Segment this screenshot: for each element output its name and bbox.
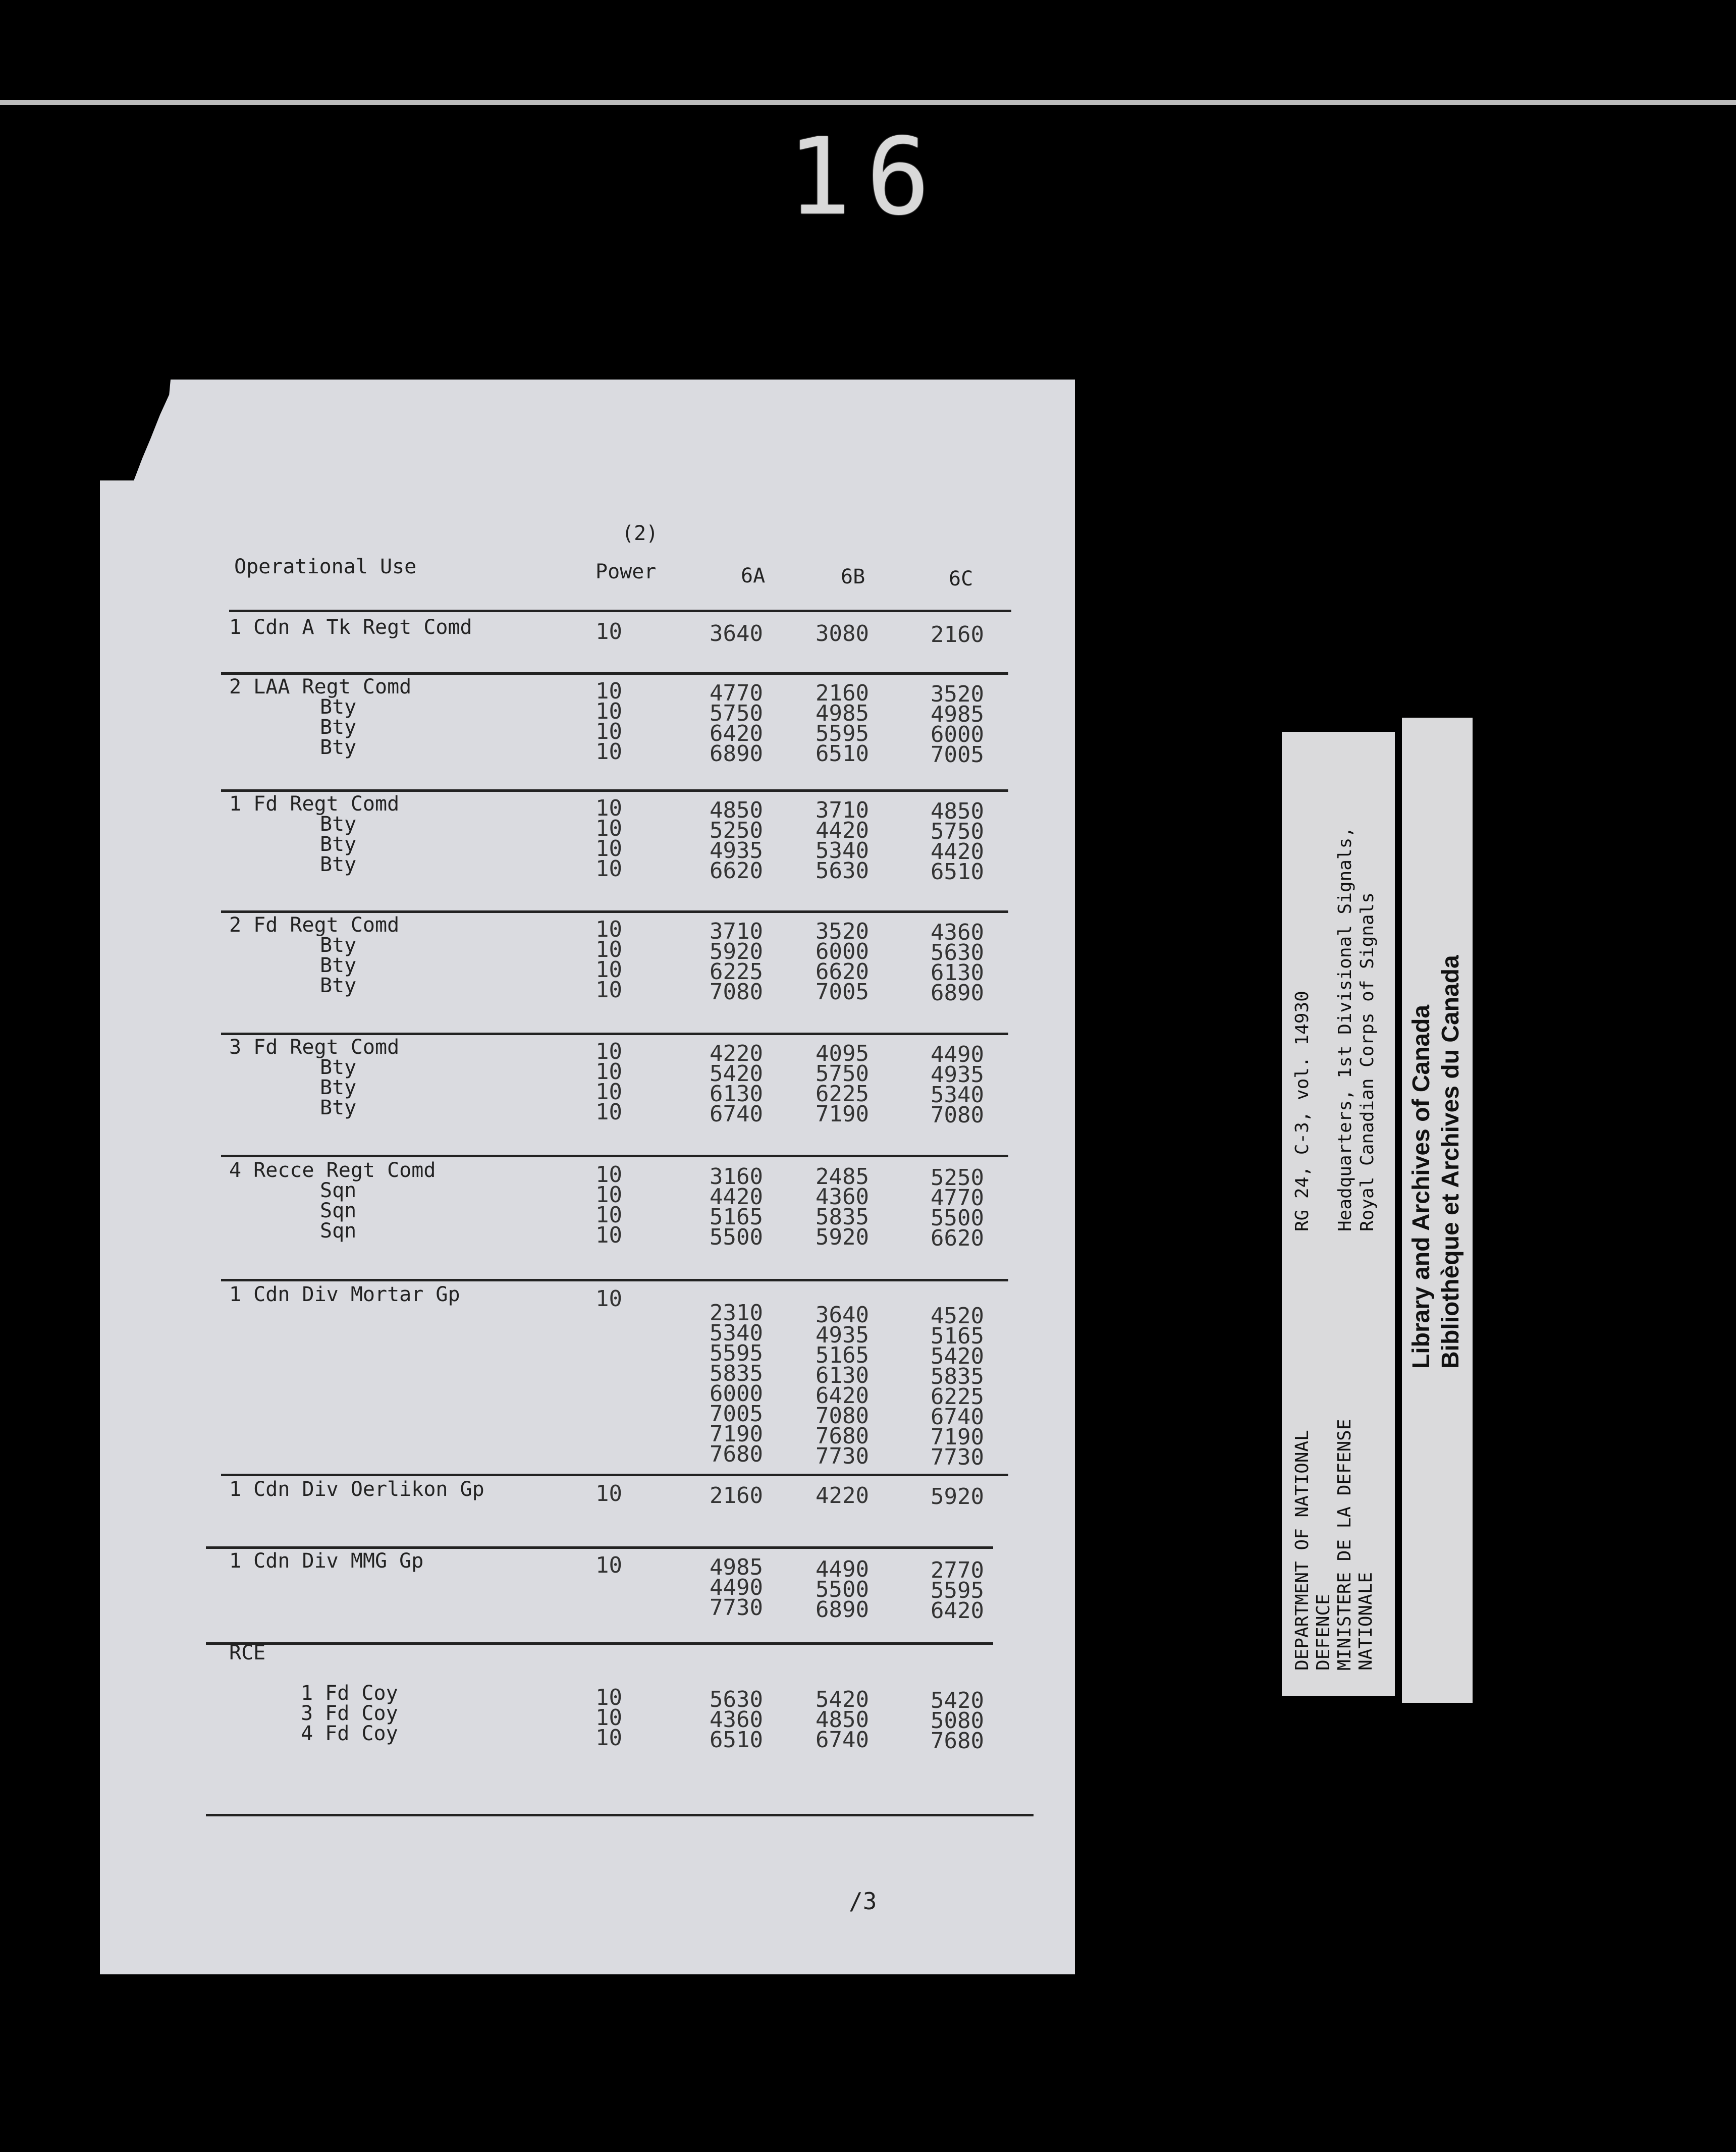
value-6c: 6890	[931, 980, 984, 1006]
value-6a: 3640	[710, 621, 763, 647]
value-6b: 4420	[816, 818, 869, 843]
value-6c: 4935	[931, 1062, 984, 1088]
group-label: 2 Fd Regt Comd	[229, 913, 400, 937]
power-value: 10	[595, 1182, 622, 1208]
value-6a: 6420	[710, 721, 763, 746]
value-6c: 5420	[931, 1688, 984, 1713]
value-6c: 5835	[931, 1364, 984, 1389]
power-value: 10	[595, 957, 622, 983]
row-name: 1 Fd Coy	[301, 1682, 398, 1705]
next-page-number: /3	[849, 1888, 877, 1915]
value-6c: 7680	[931, 1728, 984, 1754]
value-6a: 3710	[710, 919, 763, 944]
label-description: Headquarters, 1st Divisional Signals, Royal Canadian Corps of Signals	[1335, 827, 1378, 1231]
row-name: Bty	[320, 716, 357, 739]
group-label: RCE	[229, 1641, 266, 1664]
value-6b: 5750	[816, 1061, 869, 1087]
row-name: Bty	[320, 736, 357, 759]
value-6c: 4490	[931, 1042, 984, 1067]
value-6b: 5920	[816, 1224, 869, 1250]
value-6c: 6420	[931, 1598, 984, 1624]
header-operational-use: Operational Use	[234, 555, 417, 578]
power-value: 10	[595, 977, 622, 1003]
value-6a: 4985	[710, 1554, 763, 1580]
power-value: 10	[595, 1059, 622, 1085]
value-6c: 2160	[931, 622, 984, 648]
value-6a: 5920	[710, 939, 763, 964]
value-6b: 4095	[816, 1041, 869, 1066]
value-6b: 7005	[816, 979, 869, 1005]
value-6c: 6620	[931, 1225, 984, 1251]
value-6a: 4850	[710, 797, 763, 823]
value-6b: 6225	[816, 1081, 869, 1107]
page-marker: (2)	[622, 522, 659, 545]
value-6a: 4490	[710, 1575, 763, 1600]
group-rule	[221, 1279, 1008, 1281]
value-6a: 5595	[710, 1340, 763, 1366]
power-value: 10	[595, 1286, 622, 1312]
value-6b: 5165	[816, 1342, 869, 1368]
value-6c: 4360	[931, 920, 984, 945]
power-value: 10	[595, 1481, 622, 1507]
value-6a: 6890	[710, 741, 763, 767]
power-value: 10	[595, 1079, 622, 1105]
power-value: 10	[595, 678, 622, 704]
value-6b: 6000	[816, 939, 869, 964]
value-6a: 4935	[710, 838, 763, 864]
row-name: Sqn	[320, 1219, 357, 1243]
value-6c: 4520	[931, 1303, 984, 1329]
value-6b: 3710	[816, 797, 869, 823]
power-value: 10	[595, 1222, 622, 1248]
value-6b: 7080	[816, 1403, 869, 1429]
row-name: Bty	[320, 1076, 357, 1099]
film-top-edge	[0, 100, 1736, 105]
label-department: DEPARTMENT OF NATIONAL DEFENCE MINISTERE DE LA DEFENSE NATIONALE	[1292, 1419, 1376, 1671]
power-value: 10	[595, 917, 622, 942]
value-6b: 5835	[816, 1204, 869, 1230]
group-label: 1 Cdn Div MMG Gp	[229, 1549, 424, 1573]
value-6c: 5420	[931, 1343, 984, 1369]
value-6c: 7730	[931, 1444, 984, 1470]
header-6c: 6C	[949, 567, 973, 590]
value-6b: 6890	[816, 1597, 869, 1623]
power-value: 10	[595, 1685, 622, 1710]
value-6c: 6130	[931, 960, 984, 986]
value-6a: 5750	[710, 701, 763, 726]
header-6a: 6A	[741, 564, 766, 587]
value-6c: 6510	[931, 859, 984, 885]
value-6a: 4360	[710, 1707, 763, 1733]
value-6b: 6130	[816, 1363, 869, 1388]
value-6a: 7190	[710, 1421, 763, 1447]
value-6b: 3640	[816, 1302, 869, 1328]
power-value: 10	[595, 937, 622, 962]
value-6a: 5165	[710, 1204, 763, 1230]
value-6b: 7730	[816, 1443, 869, 1469]
value-6c: 3520	[931, 681, 984, 707]
header-rule	[229, 610, 1011, 612]
power-value: 10	[595, 1162, 622, 1188]
value-6a: 6225	[710, 959, 763, 985]
value-6a: 2160	[710, 1483, 763, 1509]
value-6b: 6740	[816, 1727, 869, 1753]
group-rule	[221, 789, 1008, 792]
value-6c: 4985	[931, 702, 984, 727]
power-value: 10	[595, 856, 622, 882]
value-6b: 6620	[816, 959, 869, 985]
document-page	[100, 380, 1075, 1974]
value-6b: 2485	[816, 1164, 869, 1190]
value-6a: 3160	[710, 1164, 763, 1190]
value-6a: 2310	[710, 1300, 763, 1326]
value-6a: 7730	[710, 1595, 763, 1621]
value-6c: 7005	[931, 742, 984, 768]
value-6b: 7680	[816, 1423, 869, 1449]
value-6b: 4220	[816, 1483, 869, 1509]
group-rule	[206, 1642, 993, 1645]
value-6c: 5165	[931, 1323, 984, 1349]
group-label: 1 Fd Regt Comd	[229, 792, 400, 816]
power-value: 10	[595, 1705, 622, 1731]
power-value: 10	[595, 1202, 622, 1228]
header-power: Power	[595, 560, 657, 583]
value-6c: 4850	[931, 798, 984, 824]
row-name: Bty	[320, 695, 357, 719]
value-6c: 5080	[931, 1708, 984, 1734]
value-6a: 7080	[710, 979, 763, 1005]
value-6b: 5630	[816, 858, 869, 884]
value-6c: 5500	[931, 1205, 984, 1231]
value-6b: 3520	[816, 919, 869, 944]
group-label: 1 Cdn Div Oerlikon Gp	[229, 1478, 484, 1501]
value-6b: 5420	[816, 1687, 869, 1712]
row-name: Bty	[320, 833, 357, 856]
power-value: 10	[595, 739, 622, 765]
value-6a: 6510	[710, 1727, 763, 1753]
group-rule	[206, 1814, 1034, 1816]
power-value: 10	[595, 719, 622, 744]
value-6c: 4420	[931, 839, 984, 865]
value-6a: 6620	[710, 858, 763, 884]
row-name: Bty	[320, 954, 357, 977]
value-6c: 4770	[931, 1185, 984, 1211]
power-value: 10	[595, 698, 622, 724]
value-6b: 4850	[816, 1707, 869, 1733]
row-name: Bty	[320, 813, 357, 836]
value-6b: 4360	[816, 1184, 869, 1210]
value-6b: 3080	[816, 621, 869, 647]
group-rule	[221, 1033, 1008, 1035]
value-6b: 5500	[816, 1577, 869, 1602]
value-6a: 4420	[710, 1184, 763, 1210]
row-name: Bty	[320, 853, 357, 876]
value-6c: 2770	[931, 1557, 984, 1583]
value-6a: 6130	[710, 1081, 763, 1107]
value-6c: 5630	[931, 940, 984, 965]
power-value: 10	[595, 1552, 622, 1578]
row-name: Bty	[320, 1056, 357, 1079]
value-6a: 7680	[710, 1441, 763, 1467]
value-6c: 5340	[931, 1082, 984, 1108]
label-reference: RG 24, C-3, vol. 14930	[1292, 991, 1313, 1231]
institution-label	[1402, 718, 1473, 1703]
value-6a: 5340	[710, 1320, 763, 1346]
group-label: 1 Cdn Div Mortar Gp	[229, 1283, 460, 1306]
value-6b: 4985	[816, 701, 869, 726]
value-6a: 6740	[710, 1101, 763, 1127]
header-6b: 6B	[841, 565, 865, 588]
group-rule	[221, 672, 1008, 675]
value-6a: 5500	[710, 1224, 763, 1250]
torn-corner	[100, 380, 171, 480]
value-6c: 5750	[931, 819, 984, 844]
value-6c: 7190	[931, 1424, 984, 1450]
value-6b: 6510	[816, 741, 869, 767]
value-6b: 4935	[816, 1322, 869, 1348]
value-6a: 4770	[710, 680, 763, 706]
power-value: 10	[595, 1039, 622, 1064]
value-6a: 5250	[710, 818, 763, 843]
group-label: 3 Fd Regt Comd	[229, 1036, 400, 1059]
row-name: 4 Fd Coy	[301, 1722, 398, 1745]
value-6c: 6740	[931, 1404, 984, 1430]
label-institution: Library and Archives of Canada Bibliothèque et Archives du Canada	[1408, 955, 1464, 1369]
group-rule	[221, 1155, 1008, 1157]
power-value: 10	[595, 1725, 622, 1751]
value-6c: 5920	[931, 1484, 984, 1510]
row-name: Bty	[320, 934, 357, 957]
value-6a: 5420	[710, 1061, 763, 1087]
group-label: 1 Cdn A Tk Regt Comd	[229, 616, 472, 639]
value-6b: 2160	[816, 680, 869, 706]
power-value: 10	[595, 795, 622, 821]
power-value: 10	[595, 1099, 622, 1125]
value-6c: 6000	[931, 722, 984, 747]
row-name: Sqn	[320, 1199, 357, 1222]
value-6c: 5595	[931, 1578, 984, 1603]
row-name: Bty	[320, 974, 357, 997]
group-rule	[221, 910, 1008, 913]
group-rule	[221, 1474, 1008, 1476]
group-rule	[206, 1546, 993, 1549]
archive-label	[1282, 732, 1395, 1696]
row-name: Sqn	[320, 1179, 357, 1202]
value-6a: 5835	[710, 1361, 763, 1386]
group-label: 2 LAA Regt Comd	[229, 675, 412, 698]
value-6c: 6225	[931, 1384, 984, 1410]
value-6b: 7190	[816, 1101, 869, 1127]
value-6a: 6000	[710, 1381, 763, 1407]
value-6b: 5595	[816, 721, 869, 746]
value-6c: 7080	[931, 1102, 984, 1128]
value-6c: 5250	[931, 1165, 984, 1191]
power-value: 10	[595, 619, 622, 644]
frame-number: 16	[787, 115, 945, 239]
row-name: Bty	[320, 1096, 357, 1119]
value-6a: 4220	[710, 1041, 763, 1066]
value-6a: 7005	[710, 1401, 763, 1427]
power-value: 10	[595, 836, 622, 862]
power-value: 10	[595, 816, 622, 841]
group-label: 4 Recce Regt Comd	[229, 1159, 436, 1182]
value-6b: 5340	[816, 838, 869, 864]
value-6b: 6420	[816, 1383, 869, 1409]
row-name: 3 Fd Coy	[301, 1702, 398, 1725]
value-6a: 5630	[710, 1687, 763, 1712]
value-6b: 4490	[816, 1556, 869, 1582]
